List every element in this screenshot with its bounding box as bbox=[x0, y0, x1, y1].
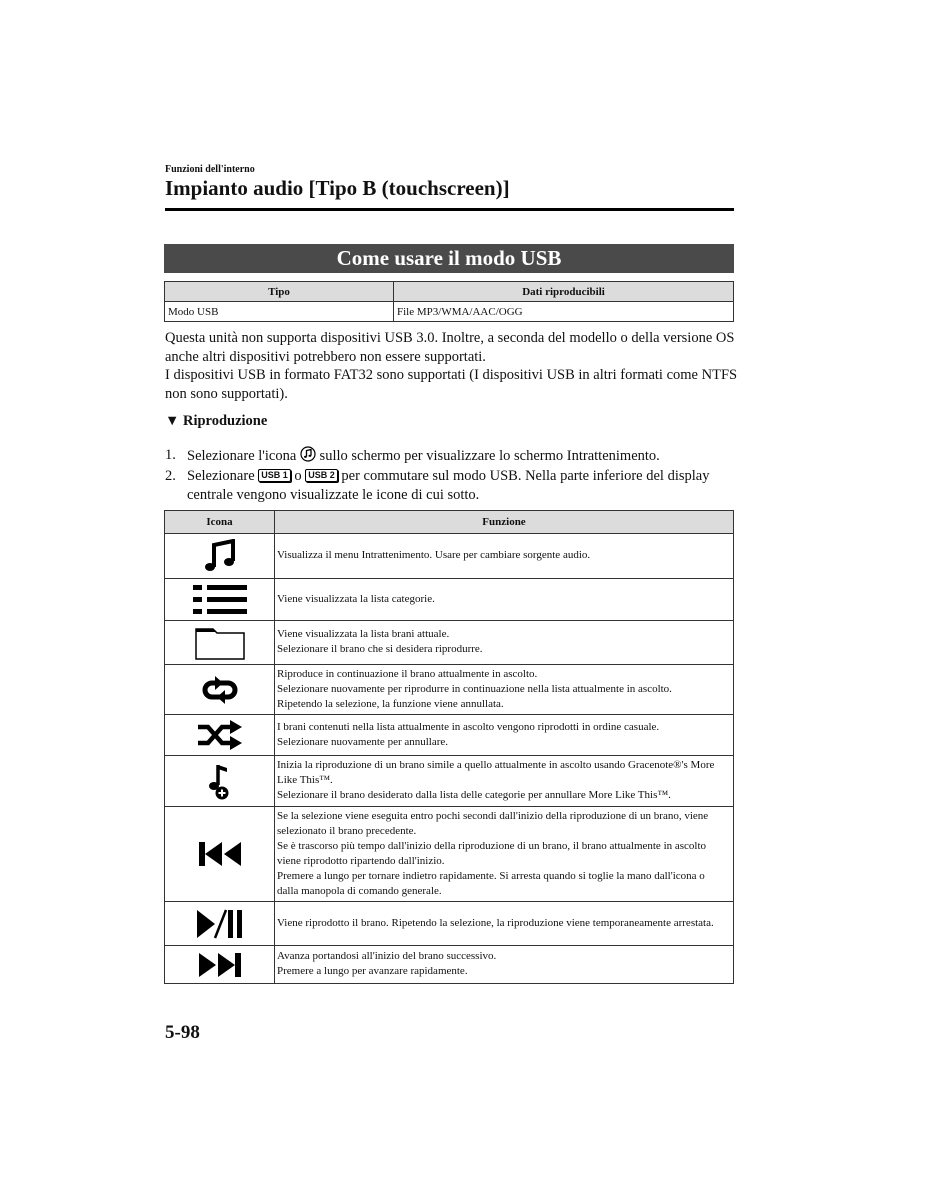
function-line: Like This™. bbox=[277, 774, 333, 786]
step-text-part: Selezionare l'icona bbox=[187, 448, 297, 464]
function-line: Se è trascorso più tempo dall'inizio della riproduzione di un brano, il brano attualmente in ascolto bbox=[277, 839, 707, 852]
type-table-header bbox=[165, 282, 734, 302]
step-text-part: sullo schermo per visualizzare lo schermo Intrattenimento. bbox=[319, 448, 660, 464]
function-line: Premere a lungo per tornare indietro rapidamente. Si arresta quando si toglie la mano dall'icona o bbox=[277, 869, 705, 882]
function-line: Selezionare nuovamente per annullare. bbox=[277, 735, 449, 748]
function-line: Viene riprodotto il brano. Ripetendo la selezione, la riproduzione viene temporaneamente arrestata. bbox=[277, 916, 714, 929]
function-cell bbox=[275, 902, 734, 946]
cell-tipo: Modo USB bbox=[165, 302, 394, 322]
table-row bbox=[165, 621, 734, 665]
function-line: Viene visualizzata la lista brani attuale. bbox=[277, 628, 450, 640]
function-line: dalla manopola di comando generale. bbox=[277, 884, 442, 897]
step-text bbox=[187, 467, 735, 506]
usb1-key: USB 1 bbox=[258, 469, 291, 482]
function-cell bbox=[275, 756, 734, 807]
function-line: Viene visualizzata la lista categorie. bbox=[277, 592, 435, 605]
repeat-icon bbox=[165, 665, 275, 715]
function-line: selezionato il brano precedente. bbox=[277, 824, 417, 837]
function-cell bbox=[275, 534, 734, 579]
header-funzione: Funzione bbox=[275, 511, 734, 534]
step-text-part: per commutare sul modo USB. Nella parte inferiore del display centrale vengono visualizzate le icone di cui sotto. bbox=[187, 467, 710, 503]
shuffle-icon bbox=[165, 715, 275, 756]
entertainment-icon bbox=[300, 446, 316, 462]
table-row bbox=[165, 756, 734, 807]
function-cell bbox=[275, 621, 734, 665]
header-icona: Icona bbox=[165, 511, 275, 534]
function-line: Selezionare il brano desiderato dalla lista delle categorie per annullare More Like This™. bbox=[277, 789, 671, 801]
table-row bbox=[165, 715, 734, 756]
page-number: 5-98 bbox=[165, 1022, 200, 1043]
page-title: Impianto audio [Tipo B (touchscreen)] bbox=[165, 176, 510, 200]
icon-table bbox=[164, 510, 734, 984]
previous-track-icon bbox=[165, 807, 275, 902]
function-cell bbox=[275, 665, 734, 715]
cell-dati: File MP3/WMA/AAC/OGG bbox=[394, 302, 734, 322]
section-banner: Come usare il modo USB bbox=[164, 244, 734, 273]
table-row bbox=[165, 579, 734, 621]
function-line: I brani contenuti nella lista attualmente in ascolto vengono riprodotti in ordine casuale. bbox=[277, 720, 660, 733]
more-like-this-icon bbox=[165, 756, 275, 807]
usb2-key: USB 2 bbox=[305, 469, 338, 482]
table-row bbox=[165, 534, 734, 579]
step-2 bbox=[165, 467, 735, 506]
function-line: Se la selezione viene eseguita entro pochi secondi dall'inizio della riproduzione di un brano, viene bbox=[277, 809, 709, 822]
step-text-part: o bbox=[294, 467, 302, 484]
function-cell bbox=[275, 715, 734, 756]
function-line: Premere a lungo per avanzare rapidamente. bbox=[277, 965, 468, 977]
section-caption: Funzioni dell'interno bbox=[165, 164, 255, 175]
table-row bbox=[165, 946, 734, 984]
type-table bbox=[164, 281, 734, 322]
function-line: Visualizza il menu Intrattenimento. Usare per cambiare sorgente audio. bbox=[277, 549, 591, 561]
header-dati: Dati riproducibili bbox=[394, 282, 734, 302]
step-number: 1. bbox=[165, 447, 176, 463]
subheading-riproduzione: ▼ Riproduzione bbox=[165, 413, 268, 429]
step-1 bbox=[165, 446, 735, 467]
next-track-icon bbox=[165, 946, 275, 984]
table-row bbox=[165, 902, 734, 946]
play-pause-icon bbox=[165, 902, 275, 946]
paragraph-usb-support: Questa unità non supporta dispositivi USB 3.0. Inoltre, a seconda del modello o della versione OS anche altri dispositivi potrebbero non essere supportati. bbox=[165, 330, 735, 365]
function-line: Ripetendo la selezione, la funzione viene annullata. bbox=[277, 697, 504, 710]
table-row bbox=[165, 807, 734, 902]
function-line: Inizia la riproduzione di un brano simile a quello attualmente in ascolto usando Gracenote®'s More bbox=[277, 759, 715, 771]
step-text bbox=[187, 446, 660, 467]
title-rule bbox=[165, 208, 734, 211]
function-cell bbox=[275, 807, 734, 902]
step-text-part: Selezionare bbox=[187, 467, 255, 484]
function-line: viene riprodotto ripartendo dall'inizio. bbox=[277, 854, 445, 867]
icon-table-header bbox=[165, 511, 734, 534]
music-note-icon bbox=[165, 534, 275, 579]
step-number: 2. bbox=[165, 467, 176, 484]
list-icon bbox=[165, 579, 275, 621]
function-line: Selezionare nuovamente per riprodurre in continuazione nella lista attualmente in ascolto. bbox=[277, 682, 672, 695]
table-row bbox=[165, 665, 734, 715]
function-line: Avanza portandosi all'inizio del brano successivo. bbox=[277, 950, 497, 962]
function-line: Riproduce in continuazione il brano attualmente in ascolto. bbox=[277, 667, 538, 680]
function-cell bbox=[275, 579, 734, 621]
table-row bbox=[165, 302, 734, 322]
function-line: Selezionare il brano che si desidera riprodurre. bbox=[277, 643, 483, 655]
header-tipo: Tipo bbox=[165, 282, 394, 302]
function-cell bbox=[275, 946, 734, 984]
steps-list bbox=[165, 446, 735, 506]
folder-icon bbox=[165, 621, 275, 665]
paragraph-fat32: I dispositivi USB in formato FAT32 sono supportati (I dispositivi USB in altri formati come NTFS non sono supportati). bbox=[165, 367, 738, 402]
